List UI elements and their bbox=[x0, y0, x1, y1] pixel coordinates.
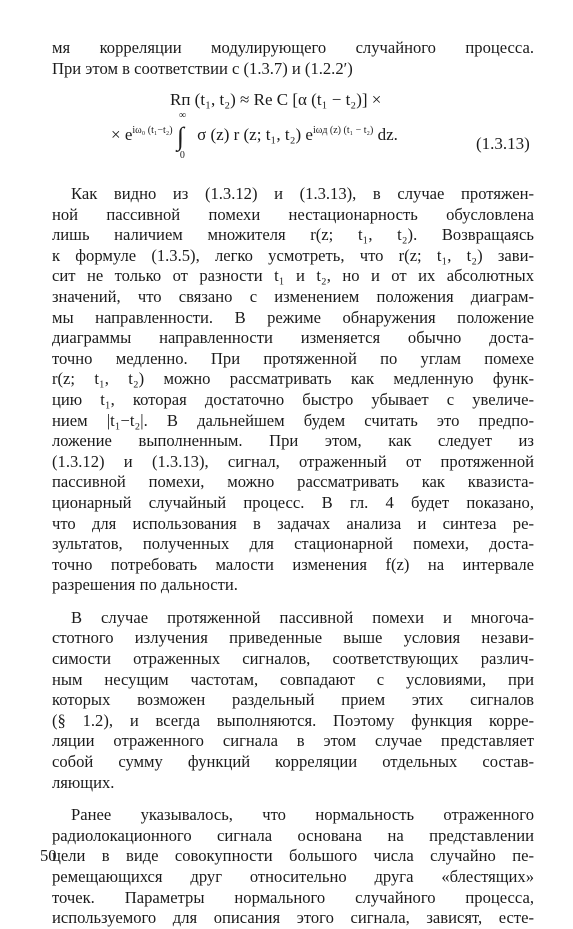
p3-line: ремещающихся друг относительно друга «блестящих» bbox=[52, 867, 534, 886]
p2-line: (§ 1.2), и всегда выполняются. Поэтому функция корре- bbox=[52, 710, 534, 730]
p2-line: ляции отраженного сигнала в этом случае представляет bbox=[52, 731, 534, 751]
p1-line: r(z; t₁, t₂) можно рассматривать как медленную функ- bbox=[52, 369, 534, 389]
intro-line-1: мя корреляции модулирующего случайного процесса. bbox=[52, 38, 534, 57]
formula-line-1: Rп (t₁, t₂) ≈ Re C [α (t₁ − t₂)] × bbox=[170, 90, 382, 109]
body-text bbox=[52, 184, 534, 929]
p1-line: что для использования в задачах анализа и синтеза ре- bbox=[52, 513, 534, 533]
intro-line-2: При этом в соответствии с (1.3.7) и (1.2.2′) bbox=[52, 58, 353, 78]
formula-tail: dz. bbox=[377, 125, 398, 144]
p2-line: ным несущим частотам, совпадают с условиями, при bbox=[52, 669, 534, 689]
p1-line: точно медленно. При протяженной по углам помехе bbox=[52, 348, 534, 368]
p1-line: ционарный случайный процесс. В гл. 4 будет показано, bbox=[52, 492, 534, 512]
p2-line: которых возможен раздельный прием этих сигналов bbox=[52, 690, 534, 710]
p1-line: цию t₁, которая достаточно быстро убывает с увеличе- bbox=[52, 389, 534, 409]
paragraph-3 bbox=[52, 805, 534, 929]
formula-exponent-2: iωд (z) (t₁ − t₂) bbox=[312, 125, 374, 136]
integral-lower-limit: 0 bbox=[179, 150, 185, 161]
p1-line: сит не только от разности t₁ и t₂, но и от их абсолютных bbox=[52, 266, 534, 286]
paragraph-1 bbox=[52, 184, 534, 596]
integral-sign bbox=[176, 110, 193, 161]
p2-line: стотного излучения приведенные выше условия незави- bbox=[52, 628, 534, 648]
p2-line: собой сумму функций корреляции отдельных состав- bbox=[52, 752, 534, 772]
p1-line: Как видно из (1.3.12) и (1.3.13), в случае протяжен- bbox=[71, 184, 534, 203]
paragraph-gap bbox=[52, 793, 534, 805]
p1-line: ной пассивной помехи нестационарность обусловлена bbox=[52, 204, 534, 224]
page-number: 50 bbox=[40, 846, 57, 865]
p2-line: ляющих. bbox=[52, 772, 115, 792]
p1-line: значений, что связано с изменением положения диаграм- bbox=[52, 286, 534, 306]
p3-line: радиолокационного сигнала основана на представлении bbox=[52, 825, 534, 845]
paragraph-gap bbox=[52, 596, 534, 608]
integral-upper-limit: ∞ bbox=[178, 110, 186, 121]
p1-line: ложение выполненным. При этом, как следует из bbox=[52, 431, 534, 451]
formula-line-2 bbox=[111, 110, 398, 161]
p3-line: используемого для описания этого сигнала, зависят, есте- bbox=[52, 908, 534, 928]
p1-line: лишь наличием множителя r(z; t₁, t₂). Возвращаясь bbox=[52, 225, 534, 245]
p1-line: разрешения по дальности. bbox=[52, 575, 238, 595]
p2-line: симости отраженных сигналов, соответствующих различ- bbox=[52, 649, 534, 669]
formula-body: σ (z) r (z; t₁, t₂) e bbox=[197, 125, 313, 144]
p3-line: цели в виде совокупности большого числа случайно пе- bbox=[52, 846, 534, 866]
p1-line: диаграммы направленности изменяется обычно доста- bbox=[52, 328, 534, 348]
equation-number: (1.3.13) bbox=[476, 134, 530, 153]
formula-prefix: × e bbox=[111, 125, 133, 144]
p1-line: пассивной помехи, можно рассматривать как квазиста- bbox=[52, 472, 534, 492]
p3-line: точек. Параметры нормального случайного процесса, bbox=[52, 887, 534, 907]
p1-line: мы направленности. В режиме обнаружения положение bbox=[52, 307, 534, 327]
p1-line: нием |t₁−t₂|. В дальнейшем будем считать это предпо- bbox=[52, 410, 534, 430]
p1-line: (1.3.12) и (1.3.13), сигнал, отраженный от протяженной bbox=[52, 451, 534, 471]
p2-line: В случае протяженной пассивной помехи и многоча- bbox=[71, 607, 534, 627]
paragraph-2 bbox=[52, 608, 534, 793]
p1-line: к формуле (1.3.5), легко усмотреть, что r(z; t₁, t₂) зави- bbox=[52, 245, 534, 265]
integral-symbol: ∫ bbox=[176, 122, 184, 151]
p1-line: зультатов, полученных для стационарной помехи, доста- bbox=[52, 534, 534, 554]
formula-exponent-1: iω₀ (t₁−t₂) bbox=[132, 125, 173, 136]
p1-line: точно потребовать малости изменения f(z) на интервале bbox=[52, 554, 534, 574]
intro-text bbox=[52, 38, 534, 79]
p3-line: Ранее указывалось, что нормальность отраженного bbox=[71, 805, 534, 825]
